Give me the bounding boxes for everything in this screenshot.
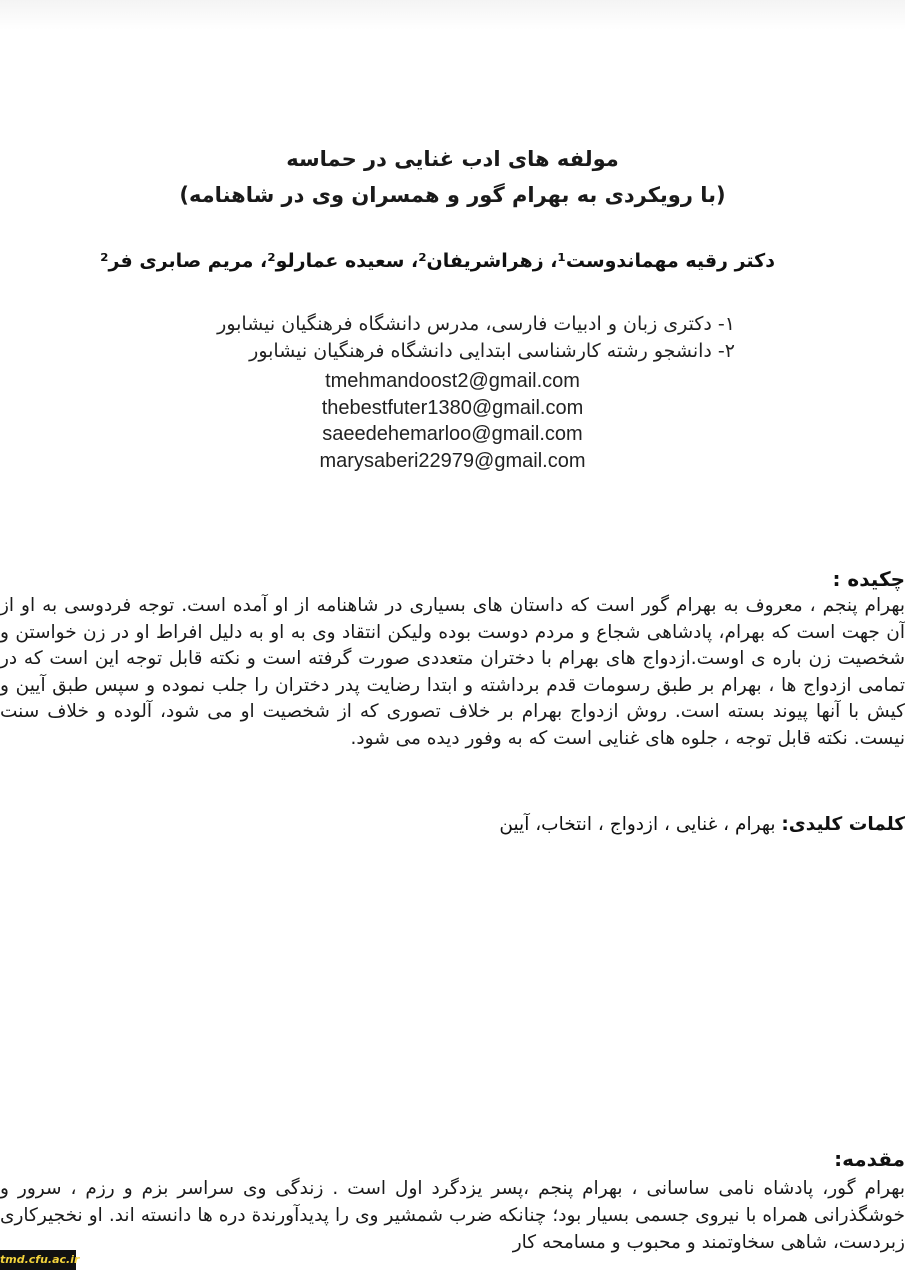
abstract-heading: چکیده : bbox=[832, 567, 905, 591]
paper-title-line-1: مولفه های ادب غنایی در حماسه bbox=[286, 147, 619, 171]
author-email: marysaberi22979@gmail.com bbox=[319, 450, 586, 472]
keywords-line bbox=[499, 814, 905, 835]
top-shadow bbox=[0, 0, 905, 30]
author-list: دکتر رقیه مهماندوست¹، زهراشریفان²، سعیده عمارلو²، مریم صابری فر² bbox=[100, 250, 775, 272]
introduction-heading: مقدمه: bbox=[834, 1147, 905, 1171]
introduction-text: بهرام گور، پادشاه نامی ساسانی ، بهرام پنجم ،پسر یزدگرد اول است . زندگی وی سراسر بزم و رزم ، سرور و خوشگذرانی همراه با نیروی جسمی بسیار بود؛ چنانکه ضرب شمشیر وی را پدیدآورندة دره ها دانسته اند. او نخجیرکاری زبردست، شاهی سخاوتمند و محبوب و مسامحه کار bbox=[0, 1178, 905, 1253]
abstract-text: بهرام پنجم ، معروف به بهرام گور است که داستان های بسیاری در شاهنامه از او آمده است. توجه فردوسی به او از آن جهت است که بهرام، پادشاهی شجاع و مردم دوست بوده ولیکن انتقاد وی به او به دلیل افراط او در زن خواستن و شخصیت زن باره ی اوست.ازدواج های بهرام با دختران متعددی صورت گرفته است و نکته قابل توجه این است که در تمامی ازدواج ها ، بهرام بر طبق رسومات قدم برداشته و ابتدا رضایت پدر دختران را جلب نموده و سپس طبق آیین و کیش با آنها پیوند بسته است. روش ازدواج بهرام بر خلاف تصوری که از شخصیت او می شود، آلوده و خلاف سنت نیست. نکته قابل توجه ، جلوه های غنایی است که به وفور دیده می شود. bbox=[0, 595, 905, 749]
site-watermark: tmd.cfu.ac.ir bbox=[0, 1250, 76, 1270]
affiliation-1: ۱- دکتری زبان و ادبیات فارسی، مدرس دانشگاه فرهنگیان نیشابور bbox=[217, 313, 735, 335]
author-email: thebestfuter1380@gmail.com bbox=[321, 397, 584, 419]
author-email: saeedehemarloo@gmail.com bbox=[322, 423, 583, 445]
keywords-list: بهرام ، غنایی ، ازدواج ، انتخاب، آیین bbox=[499, 814, 782, 835]
page-cut-edge bbox=[0, 1270, 905, 1280]
keywords-label: کلمات کلیدی: bbox=[781, 814, 905, 835]
paper-title-line-2: (با رویکردی به بهرام گور و همسران وی در شاهنامه) bbox=[179, 183, 726, 207]
affiliation-2: ۲- دانشجو رشته کارشناسی ابتدایی دانشگاه فرهنگیان نیشابور bbox=[249, 340, 735, 362]
author-email: tmehmandoost2@gmail.com bbox=[325, 370, 580, 392]
